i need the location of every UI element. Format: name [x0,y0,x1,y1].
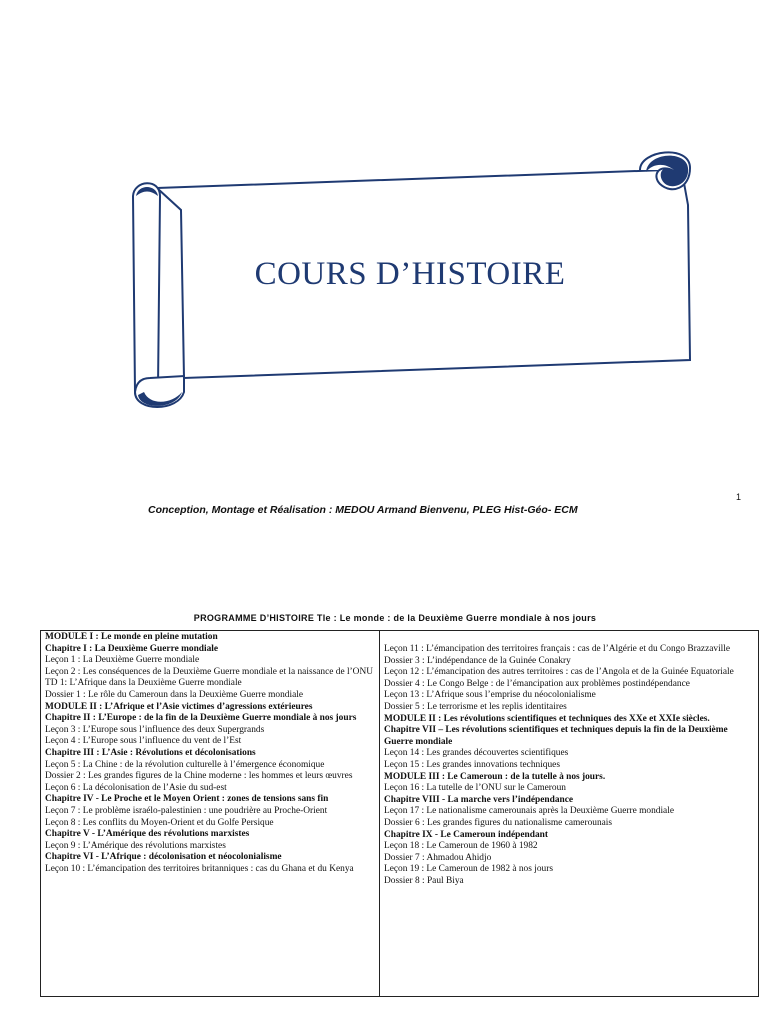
program-entry: Leçon 10 : L’émancipation des territoires britanniques : cas du Ghana et du Kenya [45,863,354,874]
program-entry: Dossier 6 : Les grandes figures du nationalisme camerounais [384,817,613,828]
program-entry: Leçon 7 : Le problème israélo-palestinien : une poudrière au Proche-Orient [45,805,328,816]
program-entry: Leçon 17 : Le nationalisme camerounais après la Deuxième Guerre mondiale [384,806,674,817]
program-entry: Chapitre II : L’Europe : de la fin de la Deuxième Guerre mondiale à nos jours [45,713,357,724]
program-entry: MODULE II : L’Afrique et l’Asie victimes d’agressions extérieures [45,701,313,712]
program-entry: Leçon 11 : L’émancipation des territoires français : cas de l’Algérie et du Congo Brazzaville [384,644,731,654]
program-entry: Leçon 12 : L’émancipation des autres territoires : cas de l’Angola et de la Guinée Equatoriale [384,667,734,678]
program-entry: Leçon 3 : L’Europe sous l’influence des deux Supergrands [45,724,265,735]
program-entry: Chapitre VI - L’Afrique : décolonisation et néocolonialisme [45,852,282,863]
program-entry: MODULE III : Le Cameroun : de la tutelle à nos jours. [384,771,606,782]
program-entry: Leçon 9 : L’Amérique des révolutions marxistes [45,840,226,851]
program-entry: MODULE II : Les révolutions scientifiques et techniques des XXe et XXIe siècles. [384,713,710,724]
program-entry: MODULE I : Le monde en pleine mutation [45,632,218,642]
program-entry: Chapitre I : La Deuxième Guerre mondiale [45,643,219,654]
program-entry: Leçon 1 : La Deuxième Guerre mondiale [45,655,200,666]
program-entry: Chapitre IX - Le Cameroun indépendant [384,829,548,840]
program-title: PROGRAMME D’HISTOIRE Tle : Le monde : de la Deuxième Guerre mondiale à nos jours [193,613,597,623]
program-entry: Dossier 3 : L’indépendance de la Guinée Conakry [384,655,571,666]
program-entry: Chapitre V - L’Amérique des révolutions marxistes [45,829,250,840]
program-entry: Leçon 16 : La tutelle de l’ONU sur le Cameroun [384,783,566,794]
program-entry: Leçon 18 : Le Cameroun de 1960 à 1982 [384,841,538,852]
course-title: COURS D’HISTOIRE [254,256,566,292]
program-entry: Chapitre VIII - La marche vers l’indépendance [384,794,574,805]
program-table [40,630,759,997]
scroll-banner [0,0,768,420]
program-entry: Dossier 7 : Ahmadou Ahidjo [384,852,492,863]
program-right-column [380,631,758,996]
program-entry: Chapitre VII – Les révolutions scientifiques et techniques depuis la fin de la Deuxième Guerre mondiale [384,725,728,747]
program-entry: Dossier 2 : Les grandes figures de la Chine moderne : les hommes et leurs œuvres [45,771,353,782]
program-entry: TD 1: L’Afrique dans la Deuxième Guerre mondiale [45,678,242,689]
credits-line: Conception, Montage et Réalisation : MEDOU Armand Bienvenu, PLEG Hist-Géo- ECM [148,504,578,516]
program-entry: Dossier 8 : Paul Biya [384,875,464,886]
program-entry: Leçon 15 : Les grandes innovations techniques [384,759,560,770]
program-entry: Leçon 19 : Le Cameroun de 1982 à nos jours [384,864,553,875]
program-entry: Leçon 5 : La Chine : de la révolution culturelle à l’émergence économique [45,759,325,770]
program-entry: Dossier 1 : Le rôle du Cameroun dans la Deuxième Guerre mondiale [45,689,303,700]
program-entry: Leçon 4 : L’Europe sous l’influence du vent de l’Est [45,736,242,747]
program-entry: Leçon 8 : Les conflits du Moyen-Orient et du Golfe Persique [45,817,274,828]
program-entry: Chapitre IV - Le Proche et le Moyen Orient : zones de tensions sans fin [45,794,329,805]
program-entry: Chapitre III : L’Asie : Révolutions et décolonisations [45,747,256,758]
program-left-column [41,631,380,996]
program-entry: Leçon 14 : Les grandes découvertes scientifiques [384,748,569,759]
program-entry: Dossier 4 : Le Congo Belge : de l’émancipation aux problèmes postindépendance [384,678,690,689]
program-entry: Dossier 5 : Le terrorisme et les replis identitaires [384,701,567,712]
program-entry: Leçon 6 : La décolonisation de l’Asie du sud-est [45,782,227,793]
program-entry: Leçon 2 : Les conséquences de la Deuxième Guerre mondiale et la naissance de l’ONU [45,666,373,677]
program-entry: Leçon 13 : L’Afrique sous l’emprise du néocolonialisme [384,690,596,701]
page-number: 1 [736,492,742,502]
